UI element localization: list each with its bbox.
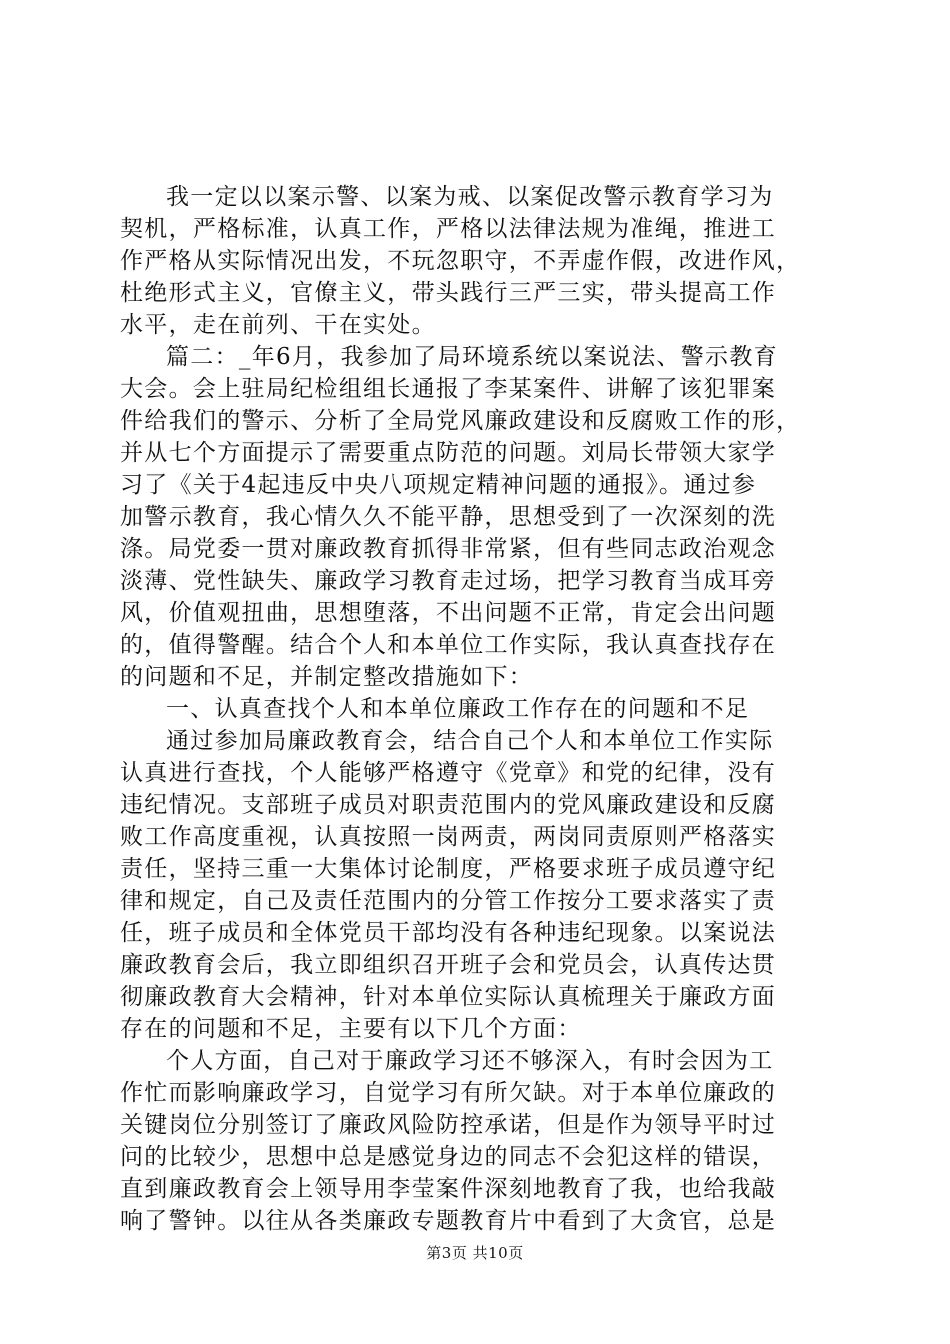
paragraph-3-line: 任，班子成员和全体党员干部均没有各种违纪现象。以案说法	[120, 920, 777, 946]
paragraph-1-line: 作严格从实际情况出发，不玩忽职守，不弄虚作假，改进作风，	[120, 248, 801, 274]
paragraph-2-line: 的，值得警醒。结合个人和本单位工作实际，我认真查找存在	[120, 632, 777, 658]
paragraph-3-line: 律和规定，自己及责任范围内的分管工作按分工要求落实了责	[120, 888, 777, 914]
section-heading-line: 一、认真查找个人和本单位廉政工作存在的问题和不足	[166, 696, 750, 722]
paragraph-1-line: 水平，走在前列、干在实处。	[120, 312, 436, 338]
paragraph-3-line: 存在的问题和不足，主要有以下几个方面：	[120, 1016, 582, 1042]
document-body	[120, 181, 832, 1237]
paragraph-2-line: 涤。局党委一贯对廉政教育抓得非常紧，但有些同志政治观念	[120, 536, 777, 562]
paragraph-4-line: 个人方面，自己对于廉政学习还不够深入，有时会因为工	[166, 1048, 774, 1074]
paragraph-2-line: 篇二：_年6月，我参加了局环境系统以案说法、警示教育	[166, 344, 778, 370]
paragraph-3-line: 彻廉政教育大会精神，针对本单位实际认真梳理关于廉政方面	[120, 984, 777, 1010]
paragraph-1-line: 我一定以以案示警、以案为戒、以案促改警示教育学习为	[166, 184, 774, 210]
paragraph-2-line: 加警示教育，我心情久久不能平静，思想受到了一次深刻的洗	[120, 504, 777, 530]
paragraph-2-line: 大会。会上驻局纪检组组长通报了李某案件、讲解了该犯罪案	[120, 376, 777, 402]
paragraph-2-line: 风，价值观扭曲，思想堕落，不出问题不正常，肯定会出问题	[120, 600, 777, 626]
paragraph-2-line: 件给我们的警示、分析了全局党风廉政建设和反腐败工作的形，	[120, 408, 801, 434]
paragraph-3-line: 通过参加局廉政教育会，结合自己个人和本单位工作实际	[166, 728, 774, 754]
paragraph-1-line: 契机，严格标准，认真工作，严格以法律法规为准绳，推进工	[120, 216, 777, 242]
paragraph-2-line: 的问题和不足，并制定整改措施如下：	[120, 664, 534, 690]
paragraph-4-line: 关键岗位分别签订了廉政风险防控承诺，但是作为领导平时过	[120, 1112, 777, 1138]
page-footer: 第3页 共10页	[426, 1244, 524, 1262]
paragraph-2-line: 习了《关于4起违反中央八项规定精神问题的通报》。通过参	[120, 472, 757, 498]
paragraph-2-line: 淡薄、党性缺失、廉政学习教育走过场，把学习教育当成耳旁	[120, 568, 777, 594]
paragraph-3-line: 认真进行查找，个人能够严格遵守《党章》和党的纪律，没有	[120, 760, 777, 786]
paragraph-2-line: 并从七个方面提示了需要重点防范的问题。刘局长带领大家学	[120, 440, 777, 466]
paragraph-3-line: 违纪情况。支部班子成员对职责范围内的党风廉政建设和反腐	[120, 792, 777, 818]
paragraph-3-line: 责任，坚持三重一大集体讨论制度，严格要求班子成员遵守纪	[120, 856, 777, 882]
paragraph-3-line: 败工作高度重视，认真按照一岗两责，两岗同责原则严格落实	[120, 824, 777, 850]
paragraph-1-line: 杜绝形式主义，官僚主义，带头践行三严三实，带头提高工作	[120, 280, 777, 306]
paragraph-3-line: 廉政教育会后，我立即组织召开班子会和党员会，认真传达贯	[120, 952, 777, 978]
paragraph-4-line: 响了警钟。以往从各类廉政专题教育片中看到了大贪官，总是	[120, 1208, 777, 1234]
paragraph-4-line: 直到廉政教育会上领导用李莹案件深刻地教育了我，也给我敲	[120, 1176, 777, 1202]
paragraph-4-line: 作忙而影响廉政学习，自觉学习有所欠缺。对于本单位廉政的	[120, 1080, 777, 1106]
paragraph-4-line: 问的比较少，思想中总是感觉身边的同志不会犯这样的错误，	[120, 1144, 777, 1170]
